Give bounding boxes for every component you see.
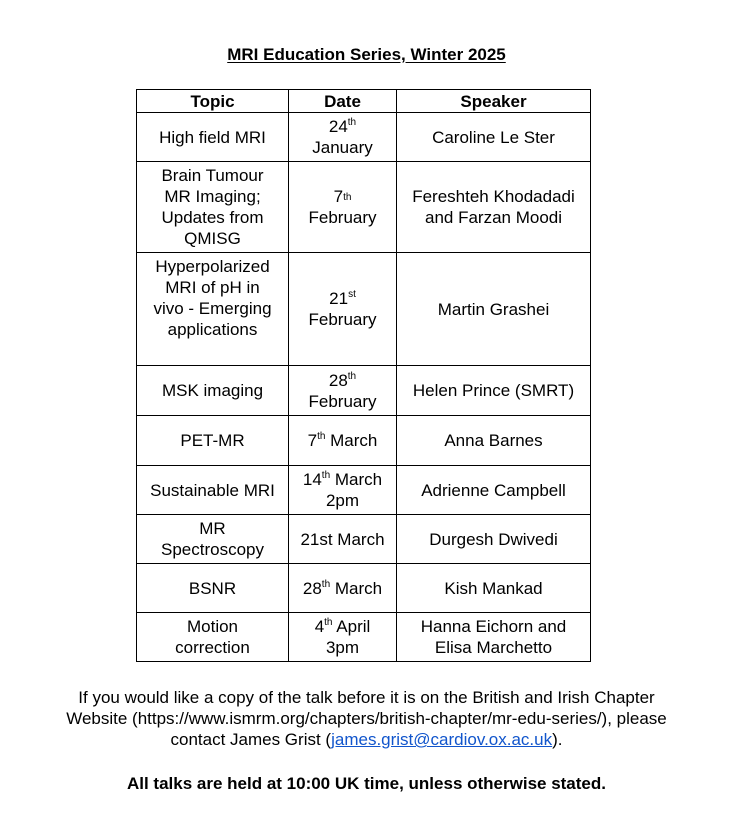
date-cell: 21st March [289,515,397,564]
header-topic: Topic [137,90,289,113]
topic-cell: Hyperpolarized MRI of pH in vivo - Emerging applications [137,253,289,366]
speaker-cell: Helen Prince (SMRT) [397,366,591,416]
table-row [137,466,591,515]
topic-cell: PET-MR [137,416,289,466]
table-row [137,366,591,416]
date-cell: 21st February [289,253,397,366]
topic-cell: BSNR [137,564,289,613]
topic-cell: MSK imaging [137,366,289,416]
email-link[interactable]: james.grist@cardiov.ox.ac.uk [331,730,553,749]
date-cell: 7th March [289,416,397,466]
date-cell: 4th April 3pm [289,613,397,662]
date-cell: 7th February [289,162,397,253]
table-row [137,613,591,662]
table-row [137,162,591,253]
time-notice: All talks are held at 10:00 UK time, unless otherwise stated. [126,774,606,793]
table-row [137,113,591,162]
topic-cell: Brain Tumour MR Imaging; Updates from QMISG [137,162,289,253]
speaker-cell: Anna Barnes [397,416,591,466]
page-title: MRI Education Series, Winter 2025 [227,45,506,64]
header-speaker: Speaker [397,90,591,113]
table-row [137,564,591,613]
topic-cell: Motion correction [137,613,289,662]
table-row [137,416,591,466]
header-date: Date [289,90,397,113]
topic-cell: Sustainable MRI [137,466,289,515]
speaker-cell: Fereshteh Khodadadi and Farzan Moodi [397,162,591,253]
speaker-cell: Hanna Eichorn and Elisa Marchetto [397,613,591,662]
table-row [137,253,591,366]
copy-request-note: If you would like a copy of the talk before it is on the British and Irish Chapter Website (https://www.ismrm.org/chapters/british-chapter/mr-edu-series/), please contact James Grist (james.grist@cardiov.ox.ac.uk). [66,688,667,749]
speaker-cell: Kish Mankad [397,564,591,613]
date-cell: 28th February [289,366,397,416]
date-cell: 28th March [289,564,397,613]
table-row [137,515,591,564]
schedule-table [136,89,591,662]
speaker-cell: Durgesh Dwivedi [397,515,591,564]
speaker-cell: Adrienne Campbell [397,466,591,515]
topic-cell: High field MRI [137,113,289,162]
date-cell: 24th January [289,113,397,162]
table-header-row [137,90,591,113]
topic-cell: MR Spectroscopy [137,515,289,564]
speaker-cell: Martin Grashei [397,253,591,366]
speaker-cell: Caroline Le Ster [397,113,591,162]
date-cell: 14th March 2pm [289,466,397,515]
